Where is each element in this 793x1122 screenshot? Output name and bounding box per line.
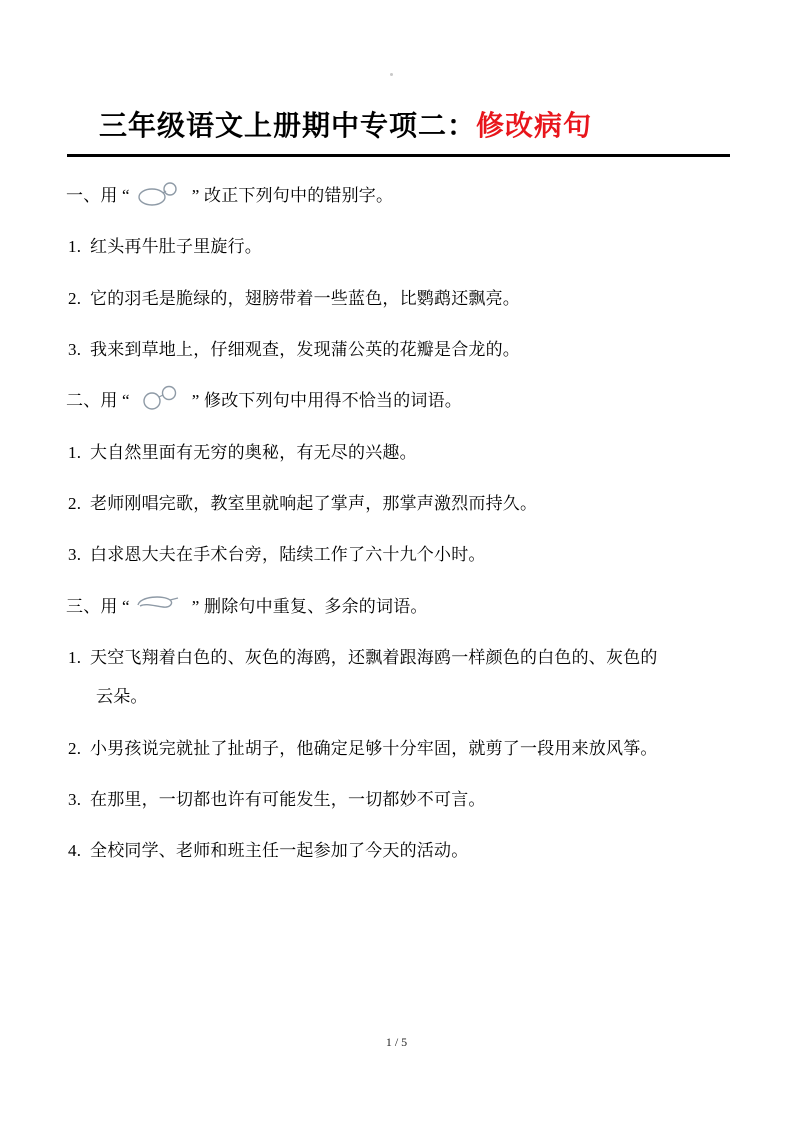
item-text: 老师刚唱完歌，教室里就响起了掌声，那掌声激烈而持久。 — [90, 494, 538, 514]
question-item — [68, 787, 727, 813]
page-title — [99, 104, 727, 144]
item-text: 红头再牛肚子里旋行。 — [90, 237, 262, 257]
question-item — [68, 337, 727, 363]
title-highlight: 修改病句 — [476, 111, 593, 142]
item-text: 小男孩说完就扯了扯胡子，他确定足够十分牢固，就剪了一段用来放风筝。 — [90, 738, 658, 758]
question-item — [68, 736, 727, 762]
question-item-continuation: 云朵。 — [96, 687, 148, 707]
item-number: 3. — [68, 340, 82, 360]
page-number: 1 / 5 — [385, 1035, 408, 1049]
item-text: 全校同学、老师和班主任一起参加了今天的活动。 — [90, 841, 469, 861]
item-number: 1. — [68, 237, 82, 257]
item-text: 白求恩大夫在手术台旁，陆续工作了六十九个小时。 — [90, 545, 486, 565]
wavy-circle-mark-icon — [130, 187, 192, 207]
item-text: 在那里，一切都也许有可能发生，一切都妙不可言。 — [90, 790, 486, 810]
section-heading-3 — [66, 594, 727, 620]
question-item — [68, 645, 727, 671]
item-number: 2. — [68, 738, 82, 758]
item-text: 大自然里面有无穷的奥秘，有无尽的兴趣。 — [90, 442, 417, 462]
section-2-heading-suffix: ” 修改下列句中用得不恰当的词语。 — [191, 391, 462, 411]
item-number: 3. — [68, 790, 82, 810]
question-item — [68, 838, 727, 864]
item-text: 它的羽毛是脆绿的，翅膀带着一些蓝色，比鹦鹉还飘亮。 — [90, 288, 520, 308]
item-text: 我来到草地上，仔细观查，发现蒲公英的花瓣是合龙的。 — [90, 340, 520, 360]
page-dot-marker — [390, 73, 393, 76]
question-item — [68, 491, 727, 517]
section-3-heading-prefix: 三、用 “ — [66, 596, 130, 616]
question-item — [68, 440, 727, 466]
item-number: 2. — [68, 494, 82, 514]
section-3-heading-suffix: ” 删除句中重复、多余的词语。 — [191, 596, 428, 616]
question-item — [68, 542, 727, 568]
question-item — [68, 286, 727, 312]
question-item — [68, 234, 727, 260]
section-heading-2 — [66, 388, 727, 414]
item-number: 4. — [68, 841, 82, 861]
delete-loop-mark-icon — [130, 598, 192, 618]
item-number: 3. — [68, 545, 82, 565]
title-prefix: 三年级语文上册期中专项二： — [99, 111, 477, 142]
section-1-heading-suffix: ” 改正下列句中的错别字。 — [191, 186, 394, 205]
section-heading-1 — [66, 183, 727, 209]
double-circle-mark-icon — [130, 392, 192, 412]
document-body — [66, 183, 727, 865]
item-text: 天空飞翔着白色的、灰色的海鸥，还飘着跟海鸥一样颜色的白色的、灰色的 — [90, 648, 658, 668]
item-number: 2. — [68, 288, 82, 308]
item-number: 1. — [68, 442, 82, 462]
item-number: 1. — [68, 648, 82, 668]
section-1-heading-prefix: 一、用 “ — [66, 186, 130, 205]
section-2-heading-prefix: 二、用 “ — [66, 391, 130, 411]
title-divider — [67, 154, 730, 157]
